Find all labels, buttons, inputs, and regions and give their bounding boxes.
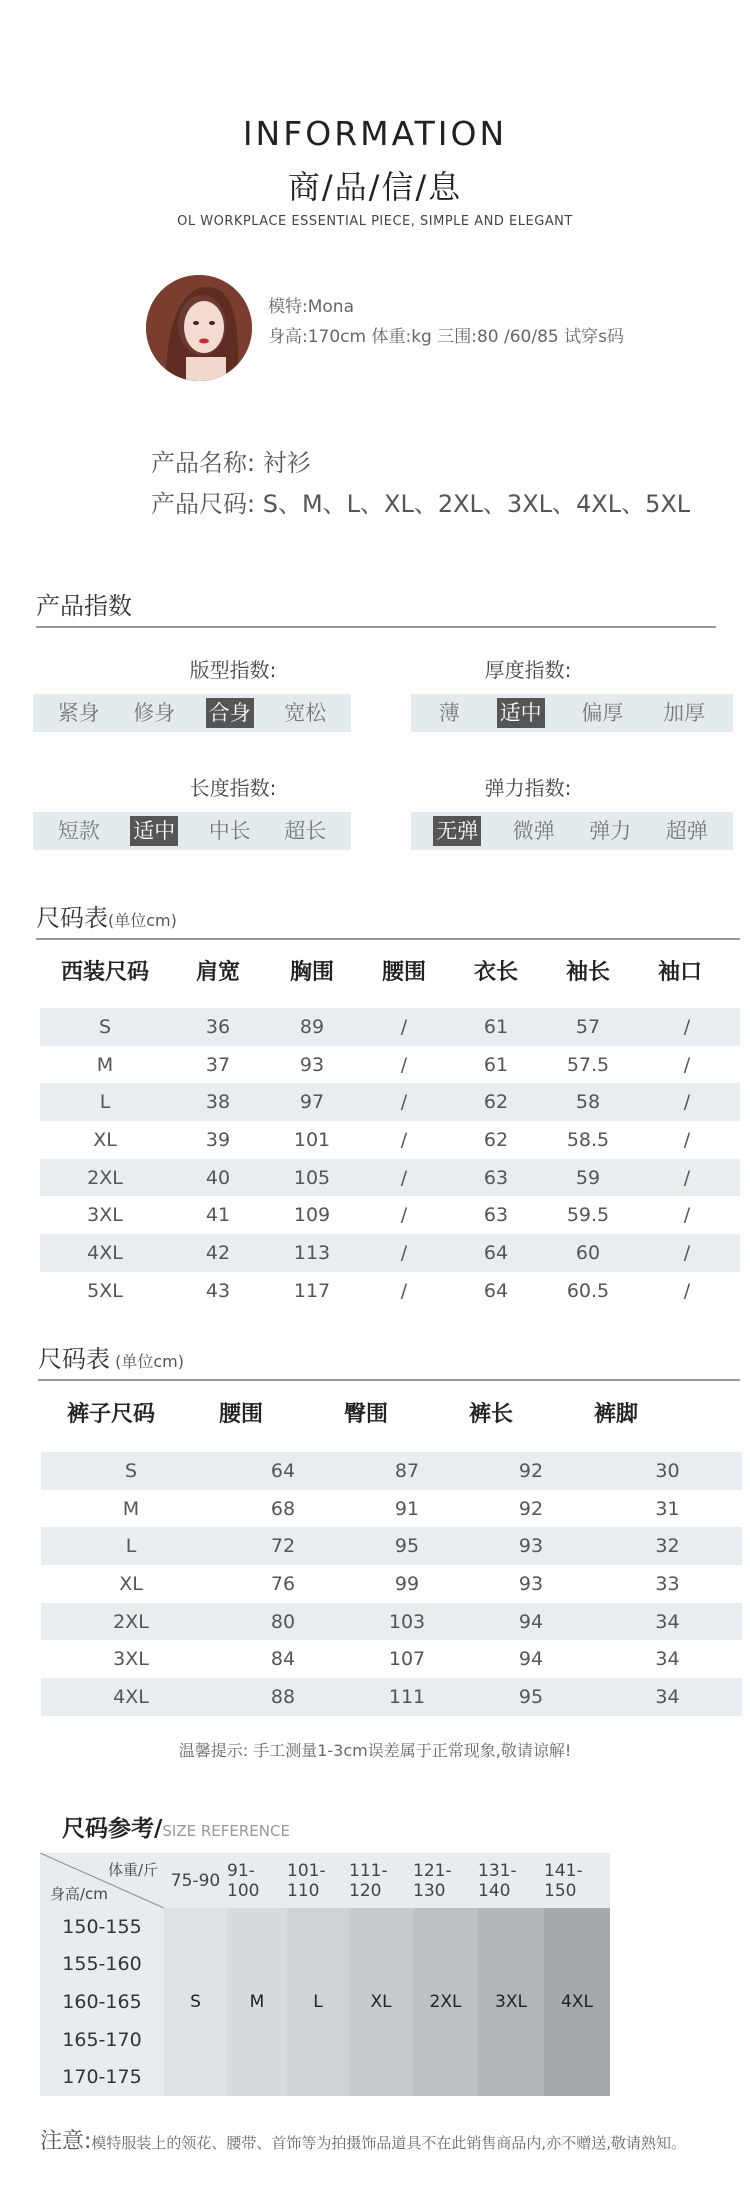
suit-table-cell: 60.5 xyxy=(566,1279,610,1302)
suit-table-cell: / xyxy=(634,1159,740,1197)
pants-table-cell: 107 xyxy=(388,1648,426,1671)
suit-table-cell: / xyxy=(358,1159,450,1197)
reference-height-label: 155-160 xyxy=(40,1946,164,1984)
model-stats: 身高:170cm 体重:kg 三围:80 /60/85 试穿s码 xyxy=(268,327,624,347)
pants-table-cell: 93 xyxy=(469,1527,593,1565)
index-section-title: 产品指数 xyxy=(36,592,132,620)
pants-table-cell: L xyxy=(41,1527,221,1565)
pants-table-cell: 31 xyxy=(655,1497,680,1520)
pants-table-row xyxy=(41,1640,742,1678)
pants-table-row xyxy=(41,1490,742,1528)
suit-table-cell: 59.5 xyxy=(566,1204,610,1227)
suit-table-title xyxy=(36,898,177,933)
pants-table-cell: 2XL xyxy=(41,1603,221,1641)
suit-table-cell: 59 xyxy=(542,1159,634,1197)
suit-table-cell: 64 xyxy=(483,1279,509,1302)
fit-option: 修身 xyxy=(133,701,176,725)
thickness-option: 加厚 xyxy=(663,701,706,725)
pants-table-cell: 103 xyxy=(345,1603,469,1641)
suit-table-cell: 62 xyxy=(483,1128,509,1151)
suit-table-cell: 101 xyxy=(293,1128,331,1151)
pants-table-row xyxy=(41,1603,742,1641)
pants-header-cell: 腰围 xyxy=(218,1402,263,1427)
suit-table-cell: / xyxy=(683,1279,691,1302)
length-option-selected: 适中 xyxy=(130,816,178,846)
suit-table-cell: 36 xyxy=(170,1008,266,1046)
suit-table-cell: 37 xyxy=(205,1053,231,1076)
suit-header-cell: 腰围 xyxy=(381,960,426,985)
pants-table-cell: 80 xyxy=(221,1603,345,1641)
product-name: 产品名称: 衬衫 xyxy=(151,449,311,477)
suit-table-title-text: 尺码表 xyxy=(36,904,108,932)
suit-table-cell: XL xyxy=(93,1128,117,1151)
suit-table-cell: L xyxy=(40,1083,170,1121)
suit-size-table xyxy=(40,1008,740,1310)
suit-table-cell: / xyxy=(683,1128,691,1151)
thickness-option: 偏厚 xyxy=(581,701,624,725)
pants-table-cell: 32 xyxy=(593,1527,742,1565)
suit-table-row xyxy=(40,1272,740,1310)
suit-table-row xyxy=(40,1083,740,1121)
suit-table-cell: / xyxy=(400,1128,408,1151)
reference-weight-header: 131-140 xyxy=(478,1853,544,1908)
corner-weight-label: 体重/斤 xyxy=(107,1861,158,1879)
fit-option-selected: 合身 xyxy=(206,698,254,728)
suit-table-cell: / xyxy=(400,1279,408,1302)
pants-table-cell: XL xyxy=(119,1572,143,1595)
suit-table-cell: 4XL xyxy=(40,1234,170,1272)
suit-table-cell: 105 xyxy=(266,1159,358,1197)
suit-table-cell: 40 xyxy=(170,1159,266,1197)
footnote-label: 注意: xyxy=(40,2129,92,2154)
length-option: 中长 xyxy=(208,819,251,843)
pants-table-cell: 34 xyxy=(655,1648,680,1671)
suit-table-header xyxy=(40,955,740,986)
suit-table-cell: 3XL xyxy=(87,1204,123,1227)
pants-header-cell: 裤子尺码 xyxy=(66,1402,155,1427)
elasticity-option: 弹力 xyxy=(589,819,632,843)
suit-header-cell: 袖长 xyxy=(565,960,610,985)
suit-table-cell: 89 xyxy=(266,1008,358,1046)
suit-table-row xyxy=(40,1196,740,1234)
elasticity-index-label: 弹力指数: xyxy=(484,776,572,800)
thickness-option-selected: 适中 xyxy=(497,698,545,728)
pants-table-cell: S xyxy=(41,1452,221,1490)
pants-table-cell: 84 xyxy=(270,1648,296,1671)
product-sizes: 产品尺码: S、M、L、XL、2XL、3XL、4XL、5XL xyxy=(151,490,691,518)
pants-table-cell: 34 xyxy=(593,1678,742,1716)
reference-size-cell: M xyxy=(227,1908,287,2096)
suit-table-cell: / xyxy=(400,1053,408,1076)
reference-title xyxy=(62,1810,290,1843)
pants-table-cell: 88 xyxy=(221,1678,345,1716)
model-name: 模特:Mona xyxy=(268,297,354,317)
thickness-option: 薄 xyxy=(438,701,460,725)
suit-table-unit: (单位cm) xyxy=(108,911,177,930)
suit-table-cell: 109 xyxy=(293,1204,331,1227)
pants-table-cell: 3XL xyxy=(113,1648,149,1671)
pants-table-cell: 92 xyxy=(518,1497,544,1520)
elasticity-option: 超弹 xyxy=(665,819,708,843)
reference-size-cell: 2XL xyxy=(413,1908,478,2096)
suit-table-row xyxy=(40,1008,740,1046)
suit-table-cell: 58.5 xyxy=(566,1128,610,1151)
reference-size-cell: L xyxy=(287,1908,349,2096)
reference-size-cell: 4XL xyxy=(544,1908,610,2096)
suit-table-cell: M xyxy=(96,1053,114,1076)
pants-table-header xyxy=(41,1397,741,1428)
reference-height-label: 160-165 xyxy=(40,1983,164,2021)
suit-table-row xyxy=(40,1046,740,1084)
suit-header-cell: 西装尺码 xyxy=(60,960,149,985)
pants-table-cell: M xyxy=(122,1497,140,1520)
pants-table-cell: 34 xyxy=(593,1603,742,1641)
suit-header-cell: 衣长 xyxy=(473,960,518,985)
pants-table-cell: 95 xyxy=(469,1678,593,1716)
suit-header-cell: 袖口 xyxy=(657,960,702,985)
suit-table-cell: / xyxy=(358,1083,450,1121)
suit-table-cell: 117 xyxy=(293,1279,331,1302)
corner-height-label: 身高/cm xyxy=(50,1885,108,1903)
reference-weight-header: 101-110 xyxy=(287,1853,349,1908)
suit-table-cell: / xyxy=(683,1053,691,1076)
measurement-tip: 温馨提示: 手工测量1-3cm误差属于正常现象,敬请谅解! xyxy=(178,1741,572,1760)
length-option: 短款 xyxy=(57,819,100,843)
pants-table-row xyxy=(41,1527,742,1565)
elasticity-option: 微弹 xyxy=(512,819,555,843)
pants-table-unit: (单位cm) xyxy=(110,1352,184,1371)
suit-table-cell: 57.5 xyxy=(566,1053,610,1076)
pants-header-cell: 臀围 xyxy=(343,1402,388,1427)
pants-table-cell: 33 xyxy=(655,1572,680,1595)
thickness-index-bar xyxy=(411,694,733,732)
pants-header-cell: 裤脚 xyxy=(593,1402,638,1427)
reference-corner xyxy=(40,1853,164,1908)
pants-table-row xyxy=(41,1565,742,1603)
info-subtitle: OL WORKPLACE ESSENTIAL PIECE, SIMPLE AND ELEGANT xyxy=(177,214,573,229)
fit-index-bar xyxy=(33,694,351,732)
reference-size-cell: 3XL xyxy=(478,1908,544,2096)
suit-header-cell: 胸围 xyxy=(289,960,334,985)
reference-weight-header: 75-90 xyxy=(164,1853,227,1908)
length-option: 超长 xyxy=(284,819,327,843)
reference-weight-header: 111-120 xyxy=(349,1853,413,1908)
reference-weight-header: 121-130 xyxy=(413,1853,478,1908)
model-avatar xyxy=(146,275,252,381)
suit-table-cell: 5XL xyxy=(87,1279,123,1302)
suit-table-cell: 39 xyxy=(205,1128,231,1151)
pants-table-cell: 68 xyxy=(270,1497,296,1520)
suit-table-cell: 93 xyxy=(299,1053,325,1076)
suit-table-cell: 63 xyxy=(483,1204,509,1227)
reference-size-cell: S xyxy=(164,1908,227,2096)
suit-table-cell: / xyxy=(683,1204,691,1227)
suit-table-cell: 113 xyxy=(266,1234,358,1272)
suit-table-row xyxy=(40,1234,740,1272)
pants-table-cell: 92 xyxy=(469,1452,593,1490)
suit-table-cell: 60 xyxy=(542,1234,634,1272)
suit-table-row xyxy=(40,1121,740,1159)
info-title: INFORMATION xyxy=(242,114,508,153)
pants-table-row xyxy=(41,1678,742,1716)
pants-table-title xyxy=(38,1339,184,1374)
reference-height-label: 165-170 xyxy=(40,2021,164,2059)
suit-table-cell: / xyxy=(634,1008,740,1046)
fit-index-label: 版型指数: xyxy=(189,658,277,682)
suit-table-cell: 42 xyxy=(170,1234,266,1272)
reference-height-label: 170-175 xyxy=(40,2058,164,2096)
suit-table-cell: 61 xyxy=(450,1008,542,1046)
info-title-cn: 商/品/信/息 xyxy=(287,168,463,206)
thickness-index-label: 厚度指数: xyxy=(484,658,572,682)
pants-table-cell: 99 xyxy=(394,1572,420,1595)
suit-table-cell: S xyxy=(40,1008,170,1046)
index-divider xyxy=(36,626,716,628)
suit-table-cell: 43 xyxy=(205,1279,231,1302)
suit-table-cell: 58 xyxy=(542,1083,634,1121)
pants-table-cell: 76 xyxy=(270,1572,296,1595)
suit-table-cell: 41 xyxy=(205,1204,231,1227)
footnote-text: 模特服装上的领花、腰带、首饰等为拍摄饰品道具不在此销售商品内,亦不赠送,敬请熟知。 xyxy=(91,2134,686,2152)
suit-table-cell: / xyxy=(400,1204,408,1227)
pants-table-cell: 93 xyxy=(518,1572,544,1595)
pants-table-cell: 94 xyxy=(469,1603,593,1641)
suit-table-row xyxy=(40,1159,740,1197)
pants-table-cell: 94 xyxy=(518,1648,544,1671)
pants-header-cell: 裤长 xyxy=(468,1402,513,1427)
suit-table-cell: / xyxy=(358,1008,450,1046)
pants-table-cell: 91 xyxy=(394,1497,420,1520)
length-index-label: 长度指数: xyxy=(189,776,277,800)
reference-title-cn: 尺码参考/ xyxy=(62,1816,163,1842)
pants-table-cell: 111 xyxy=(345,1678,469,1716)
suit-table-cell: 64 xyxy=(450,1234,542,1272)
reference-height-label: 150-155 xyxy=(40,1908,164,1946)
suit-table-cell: 62 xyxy=(450,1083,542,1121)
suit-table-cell: / xyxy=(358,1234,450,1272)
suit-table-cell: / xyxy=(634,1083,740,1121)
reference-size-cell: XL xyxy=(349,1908,413,2096)
pants-table-divider xyxy=(38,1379,740,1381)
reference-weight-header: 91-100 xyxy=(227,1853,287,1908)
pants-size-table xyxy=(41,1452,742,1716)
pants-table-title-text: 尺码表 xyxy=(38,1345,110,1373)
reference-weight-header: 141-150 xyxy=(544,1853,610,1908)
fit-option: 紧身 xyxy=(57,701,100,725)
pants-table-cell: 30 xyxy=(593,1452,742,1490)
reference-title-en: SIZE REFERENCE xyxy=(162,1822,290,1840)
pants-table-row xyxy=(41,1452,742,1490)
elasticity-option-selected: 无弹 xyxy=(433,816,481,846)
suit-table-cell: 57 xyxy=(542,1008,634,1046)
suit-table-cell: / xyxy=(634,1234,740,1272)
suit-table-divider xyxy=(36,938,740,940)
pants-table-cell: 4XL xyxy=(41,1678,221,1716)
suit-table-cell: 63 xyxy=(450,1159,542,1197)
suit-table-cell: 97 xyxy=(266,1083,358,1121)
fit-option: 宽松 xyxy=(284,701,327,725)
elasticity-index-bar xyxy=(411,812,733,850)
suit-table-cell: 38 xyxy=(170,1083,266,1121)
pants-table-cell: 72 xyxy=(221,1527,345,1565)
suit-table-cell: 61 xyxy=(483,1053,509,1076)
length-index-bar xyxy=(33,812,351,850)
size-reference-table xyxy=(40,1853,730,2113)
pants-table-cell: 87 xyxy=(345,1452,469,1490)
pants-table-cell: 64 xyxy=(221,1452,345,1490)
suit-table-cell: 2XL xyxy=(40,1159,170,1197)
footnote xyxy=(40,2124,740,2155)
suit-header-cell: 肩宽 xyxy=(195,960,240,985)
pants-table-cell: 95 xyxy=(345,1527,469,1565)
